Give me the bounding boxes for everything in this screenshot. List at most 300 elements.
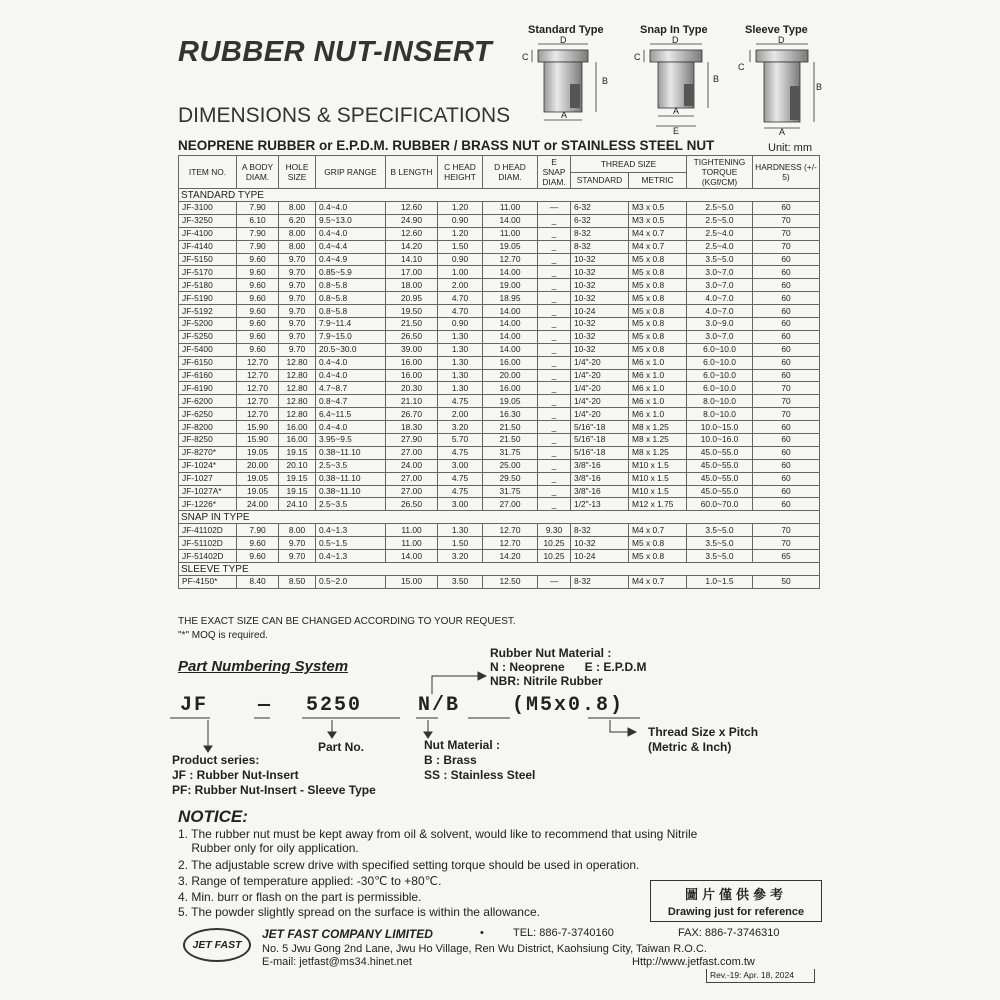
moq-note: "*" MOQ is required. [178,630,268,641]
table-cell: 15.90 [237,434,279,447]
table-cell: 10-32 [571,279,629,292]
table-cell: 9.60 [237,318,279,331]
table-section-header [179,563,820,576]
table-cell: 9.60 [237,253,279,266]
product-series-line2: PF: Rubber Nut-Insert - Sleeve Type [172,783,376,797]
table-cell: 12.70 [483,524,538,537]
col-thread-metric: METRIC [629,172,687,189]
table-cell: 0.4~4.0 [316,356,386,369]
table-cell: 8.50 [279,576,316,589]
table-cell: 14.00 [483,214,538,227]
table-cell: 10.0~15.0 [687,421,753,434]
table-cell: 60 [753,369,820,382]
table-cell: 14.00 [483,343,538,356]
table-cell: M5 x 0.8 [629,343,687,356]
dim-b-sleeve: B [816,82,823,92]
table-row [179,214,820,227]
table-cell: 3.5~5.0 [687,550,753,563]
table-cell: JF-1024* [179,459,237,472]
table-cell: 45.0~55.0 [687,485,753,498]
table-cell: M12 x 1.75 [629,498,687,511]
table-cell: 3.5~5.0 [687,524,753,537]
table-cell: 10-24 [571,305,629,318]
table-cell: 9.70 [279,292,316,305]
telephone: TEL: 886-7-3740160 [513,927,614,939]
col-snap-diam: E SNAP DIAM. [538,156,571,189]
table-cell: 12.80 [279,382,316,395]
product-series-line1: JF : Rubber Nut-Insert [172,768,299,782]
table-cell: 1/4"-20 [571,369,629,382]
table-cell: M6 x 1.0 [629,408,687,421]
table-cell: 39.00 [386,343,438,356]
table-cell: JF-3100 [179,202,237,215]
table-cell: 14.20 [483,550,538,563]
table-cell: M3 x 0.5 [629,214,687,227]
table-cell: 6.0~10.0 [687,343,753,356]
table-cell: 70 [753,227,820,240]
table-cell: 6.20 [279,214,316,227]
table-cell: M10 x 1.5 [629,459,687,472]
diagram-label-sleeve: Sleeve Type [745,24,808,36]
table-cell: 1.30 [438,343,483,356]
table-cell: 3.50 [438,576,483,589]
table-cell: 17.00 [386,266,438,279]
table-cell: M5 x 0.8 [629,330,687,343]
table-cell: _ [538,434,571,447]
table-cell: JF-8200 [179,421,237,434]
notice-item-5: 5. The powder slightly spread on the surface is within the allowance. [178,905,540,919]
table-cell: 1/4"-20 [571,356,629,369]
dim-c-sleeve: C [738,62,745,72]
table-cell: 1.30 [438,524,483,537]
table-cell: 60 [753,318,820,331]
code-dash: — [258,694,273,717]
table-cell: 16.00 [279,421,316,434]
table-cell: 60 [753,421,820,434]
table-cell: 20.5~30.0 [316,343,386,356]
table-cell: _ [538,369,571,382]
revision-label: Rev.-19: Apr. 18, 2024 [706,969,815,983]
table-cell: 0.4~4.0 [316,421,386,434]
table-cell: 31.75 [483,446,538,459]
table-cell: 20.95 [386,292,438,305]
table-cell: 2.5~3.5 [316,459,386,472]
thread-desc-line2: (Metric & Inch) [648,740,732,754]
table-cell: _ [538,343,571,356]
table-cell: 8.0~10.0 [687,395,753,408]
table-cell: M5 x 0.8 [629,305,687,318]
table-cell: 9.70 [279,253,316,266]
dim-a-standard: A [561,110,568,120]
table-cell: 29.50 [483,472,538,485]
table-cell: 4.75 [438,446,483,459]
table-cell: 3.5~5.0 [687,253,753,266]
nut-material-line1: B : Brass [424,753,477,767]
table-cell: 5/16"-18 [571,446,629,459]
table-cell: 3.95~9.5 [316,434,386,447]
table-cell: 60 [753,253,820,266]
code-series: JF [180,694,209,717]
table-cell: 7.90 [237,524,279,537]
table-cell: 45.0~55.0 [687,459,753,472]
table-cell: 1.30 [438,382,483,395]
table-cell: 4.70 [438,292,483,305]
table-cell: 3.20 [438,550,483,563]
table-cell: 19.05 [483,395,538,408]
table-cell: 12.60 [386,227,438,240]
table-cell: 9.70 [279,330,316,343]
page-title: RUBBER NUT-INSERT [178,36,493,68]
table-cell: 16.30 [483,408,538,421]
notice-item-1-cont: Rubber only for oily application. [178,841,359,855]
table-cell: PF-4150* [179,576,237,589]
sleeve-type-drawing [738,36,822,136]
table-cell: 26.50 [386,498,438,511]
table-row [179,498,820,511]
table-cell: 8-32 [571,524,629,537]
table-cell: 4.70 [438,305,483,318]
table-cell: 3.0~7.0 [687,279,753,292]
table-cell: 21.50 [483,434,538,447]
dim-d-snap: D [672,36,679,45]
table-cell: 8.00 [279,524,316,537]
table-cell: JF-5150 [179,253,237,266]
table-cell: _ [538,214,571,227]
table-cell: 70 [753,214,820,227]
table-cell: JF-5180 [179,279,237,292]
table-cell: 60 [753,202,820,215]
table-cell: 6.4~11.5 [316,408,386,421]
table-cell: 20.10 [279,459,316,472]
table-cell: 45.0~55.0 [687,472,753,485]
col-grip-range: GRIP RANGE [316,156,386,189]
table-cell: M10 x 1.5 [629,485,687,498]
table-row [179,472,820,485]
table-cell: _ [538,266,571,279]
table-cell: 27.00 [386,485,438,498]
table-cell: 10-24 [571,550,629,563]
table-cell: _ [538,227,571,240]
table-cell: 9.60 [237,537,279,550]
table-row [179,266,820,279]
diagram-label-standard: Standard Type [528,24,604,36]
snap-in-type-drawing [634,36,719,136]
table-cell: M10 x 1.5 [629,472,687,485]
table-cell: 15.90 [237,421,279,434]
table-cell: 24.00 [237,498,279,511]
page-subtitle: DIMENSIONS & SPECIFICATIONS [178,104,511,127]
table-cell: 2.5~4.0 [687,227,753,240]
table-cell: M6 x 1.0 [629,369,687,382]
table-cell: 0.4~1.3 [316,524,386,537]
dim-c-snap: C [634,52,641,62]
table-cell: 14.00 [483,318,538,331]
table-cell: 70 [753,240,820,253]
table-cell: 5.70 [438,434,483,447]
table-cell: M5 x 0.8 [629,266,687,279]
table-cell: 1.30 [438,330,483,343]
table-cell: 9.60 [237,266,279,279]
table-cell: 7.90 [237,202,279,215]
table-cell: M5 x 0.8 [629,279,687,292]
table-cell: 0.4~4.0 [316,369,386,382]
table-cell: 24.10 [279,498,316,511]
table-cell: 60.0~70.0 [687,498,753,511]
table-section-header [179,511,820,524]
table-cell: 1.00 [438,266,483,279]
table-cell: 6.0~10.0 [687,369,753,382]
table-cell: 12.70 [237,395,279,408]
dim-d-sleeve: D [778,36,785,45]
table-cell: 18.30 [386,421,438,434]
table-cell: 7.9~15.0 [316,330,386,343]
table-cell: 9.60 [237,330,279,343]
table-cell: 8-32 [571,227,629,240]
table-cell: 27.00 [386,446,438,459]
table-cell: JF-4140 [179,240,237,253]
table-row [179,524,820,537]
table-row [179,292,820,305]
table-cell: 31.75 [483,485,538,498]
table-cell: _ [538,472,571,485]
table-row [179,485,820,498]
table-cell: 1.20 [438,202,483,215]
table-cell: 8.00 [279,202,316,215]
table-cell: JF-6200 [179,395,237,408]
table-cell: 0.90 [438,253,483,266]
table-cell: 60 [753,498,820,511]
table-cell: 19.15 [279,485,316,498]
table-cell: 27.00 [483,498,538,511]
table-cell: 8.00 [279,227,316,240]
rubber-material-title: Rubber Nut Material : [490,646,612,660]
table-cell: 18.00 [386,279,438,292]
table-cell: 50 [753,576,820,589]
table-cell: 11.00 [483,202,538,215]
table-cell: 16.00 [279,434,316,447]
table-cell: 1.50 [438,537,483,550]
table-cell: 1/4"-20 [571,382,629,395]
table-cell: M4 x 0.7 [629,240,687,253]
col-body-diam: A BODY DIAM. [237,156,279,189]
table-cell: 12.70 [483,253,538,266]
table-cell: JF-51102D [179,537,237,550]
table-cell: 24.90 [386,214,438,227]
table-cell: M4 x 0.7 [629,524,687,537]
table-cell: 9.5~13.0 [316,214,386,227]
table-cell: 9.70 [279,266,316,279]
table-cell: 12.80 [279,369,316,382]
notice-item-3: 3. Range of temperature applied: -30℃ to +80℃. [178,874,442,888]
table-cell: 4.0~7.0 [687,305,753,318]
table-cell: 0.38~11.10 [316,446,386,459]
exact-size-note: THE EXACT SIZE CAN BE CHANGED ACCORDING TO YOUR REQUEST. [178,616,516,627]
table-row [179,330,820,343]
table-cell: 18.95 [483,292,538,305]
table-row [179,434,820,447]
nut-material-line2: SS : Stainless Steel [424,768,536,782]
table-cell: 7.9~11.4 [316,318,386,331]
table-row [179,318,820,331]
table-cell: _ [538,356,571,369]
table-cell: _ [538,459,571,472]
table-cell: 10-32 [571,292,629,305]
table-cell: 20.00 [483,369,538,382]
table-cell: 11.00 [386,524,438,537]
table-cell: 19.05 [237,446,279,459]
table-cell: JF-5190 [179,292,237,305]
table-row [179,408,820,421]
table-cell: 4.75 [438,485,483,498]
table-cell: 12.60 [386,202,438,215]
table-cell: 12.80 [279,395,316,408]
fax: FAX: 886-7-3746310 [678,927,780,939]
table-cell: 19.05 [237,485,279,498]
material-headline: NEOPRENE RUBBER or E.P.D.M. RUBBER / BRASS NUT or STAINLESS STEEL NUT [178,138,715,153]
table-row [179,369,820,382]
table-cell: 0.90 [438,318,483,331]
table-row [179,446,820,459]
table-cell: 6.10 [237,214,279,227]
table-cell: 16.00 [483,382,538,395]
table-cell: 11.00 [386,537,438,550]
table-cell: 12.70 [483,537,538,550]
table-cell: 9.60 [237,305,279,318]
table-cell: 14.00 [483,266,538,279]
table-cell: JF-5192 [179,305,237,318]
table-cell: 10.25 [538,537,571,550]
table-cell: 21.50 [483,421,538,434]
table-cell: 0.85~5.9 [316,266,386,279]
table-cell: 14.20 [386,240,438,253]
notice-item-4: 4. Min. burr or flash on the part is permissible. [178,890,422,904]
dim-a-sleeve: A [779,127,786,136]
table-cell: 20.30 [386,382,438,395]
table-cell: 27.90 [386,434,438,447]
table-cell: 65 [753,550,820,563]
col-thread-size: THREAD SIZE [571,156,687,173]
table-cell: 70 [753,408,820,421]
table-row [179,202,820,215]
table-cell: JF-1226* [179,498,237,511]
table-cell: _ [538,498,571,511]
address: No. 5 Jwu Gong 2nd Lane, Jwu Ho Village, Ren Wu District, Kaohsiung City, Taiwan R.O.C. [262,943,707,955]
table-cell: 0.8~4.7 [316,395,386,408]
table-cell: 0.38~11.10 [316,472,386,485]
table-cell: M8 x 1.25 [629,421,687,434]
table-row [179,576,820,589]
table-cell: 0.4~1.3 [316,550,386,563]
table-row [179,356,820,369]
table-cell: 9.70 [279,550,316,563]
stamp-english: Drawing just for reference [667,906,805,918]
table-cell: 70 [753,537,820,550]
rubber-material-line1: N : Neoprene E : E.P.D.M [490,660,647,674]
thread-desc-line1: Thread Size x Pitch [648,725,759,739]
table-cell: 3.5~5.0 [687,537,753,550]
table-cell: 21.10 [386,395,438,408]
table-cell: 60 [753,459,820,472]
table-cell: 6.0~10.0 [687,356,753,369]
col-head-height: C HEAD HEIGHT [438,156,483,189]
table-cell: 0.4~4.4 [316,240,386,253]
table-cell: 70 [753,382,820,395]
notice-item-1: 1. The rubber nut must be kept away from oil & solvent, would like to recommend that using Nitrile [178,827,698,841]
type-diagrams [510,36,830,136]
table-cell: 12.80 [279,408,316,421]
table-cell: 60 [753,330,820,343]
table-cell: 60 [753,472,820,485]
table-cell: M6 x 1.0 [629,356,687,369]
table-cell: 45.0~55.0 [687,446,753,459]
reference-stamp [650,880,822,922]
table-cell: JF-6250 [179,408,237,421]
table-cell: 8.0~10.0 [687,408,753,421]
table-cell: 25.00 [483,459,538,472]
nut-material-title: Nut Material : [424,738,501,752]
table-cell: JF-5250 [179,330,237,343]
table-cell: 0.38~11.10 [316,485,386,498]
table-cell: 14.10 [386,253,438,266]
table-cell: 15.00 [386,576,438,589]
section-title: SNAP IN TYPE [179,511,820,524]
table-cell: _ [538,253,571,266]
table-cell: _ [538,318,571,331]
jet-fast-logo: JET FAST [183,928,251,962]
table-cell: 1/2"-13 [571,498,629,511]
table-cell: 19.05 [483,240,538,253]
table-cell: — [538,202,571,215]
table-row [179,279,820,292]
table-cell: JF-5200 [179,318,237,331]
table-cell: 6-32 [571,202,629,215]
table-cell: JF-6190 [179,382,237,395]
table-cell: 1.30 [438,356,483,369]
table-cell: M8 x 1.25 [629,434,687,447]
table-cell: M5 x 0.8 [629,253,687,266]
table-cell: _ [538,408,571,421]
table-row [179,343,820,356]
table-cell: 1/4"-20 [571,408,629,421]
table-cell: 14.00 [386,550,438,563]
table-cell: 5/16"-18 [571,434,629,447]
dim-d-standard: D [560,36,567,45]
part-numbering-title: Part Numbering System [178,658,349,675]
table-cell: _ [538,279,571,292]
table-cell: 19.15 [279,472,316,485]
table-cell: 3.20 [438,421,483,434]
table-row [179,421,820,434]
table-cell: 3/8"-16 [571,472,629,485]
table-cell: JF-3250 [179,214,237,227]
table-cell: 60 [753,446,820,459]
table-cell: 2.00 [438,279,483,292]
col-head-diam: D HEAD DIAM. [483,156,538,189]
table-cell: 10-32 [571,537,629,550]
standard-type-drawing [522,36,608,120]
spec-table-body [179,189,820,589]
table-cell: 10-32 [571,266,629,279]
table-cell: JF-1027A* [179,485,237,498]
table-cell: 8-32 [571,576,629,589]
table-cell: M4 x 0.7 [629,576,687,589]
table-cell: 3.00 [438,498,483,511]
table-cell: 1.20 [438,227,483,240]
table-cell: 0.8~5.8 [316,279,386,292]
table-cell: 7.90 [237,227,279,240]
table-cell: M8 x 1.25 [629,446,687,459]
table-cell: 19.05 [237,472,279,485]
